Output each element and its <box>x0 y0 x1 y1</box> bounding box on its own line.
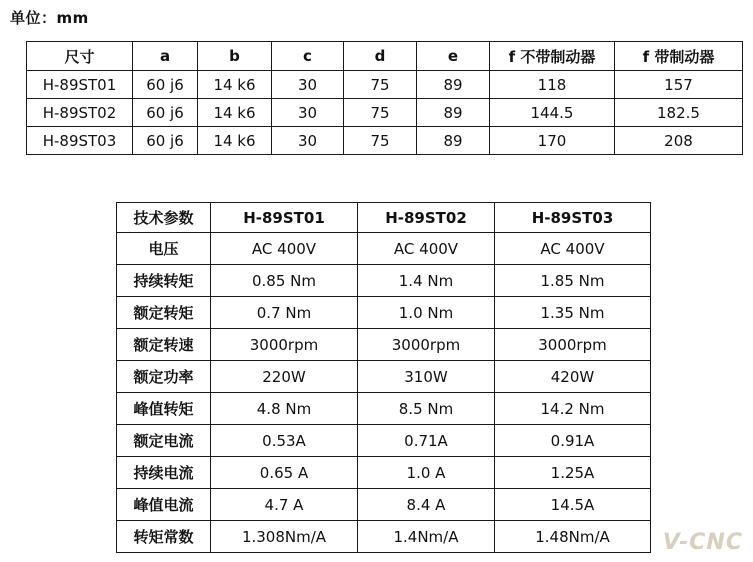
table-row <box>117 457 651 489</box>
table-cell: 75 <box>344 99 417 127</box>
table-cell: 1.4 Nm <box>358 265 495 297</box>
spec-header-cell: H-89ST02 <box>358 203 495 233</box>
table-row <box>117 297 651 329</box>
table-cell: 3000rpm <box>495 329 651 361</box>
table-cell: 157 <box>615 71 743 99</box>
table-row <box>27 71 743 99</box>
table-cell: 1.25A <box>495 457 651 489</box>
spec-header-cell: H-89ST03 <box>495 203 651 233</box>
dimensions-header-cell: e <box>417 42 490 71</box>
model-cell: H-89ST01 <box>27 71 133 99</box>
param-label: 电压 <box>117 233 211 265</box>
model-cell: H-89ST03 <box>27 127 133 155</box>
dimensions-header-row <box>27 42 743 71</box>
watermark-logo: V-CNC <box>662 530 743 555</box>
table-cell: 1.0 Nm <box>358 297 495 329</box>
spec-table <box>116 202 651 553</box>
table-cell: 182.5 <box>615 99 743 127</box>
param-label: 峰值电流 <box>117 489 211 521</box>
table-cell: 3000rpm <box>358 329 495 361</box>
table-cell: 0.7 Nm <box>211 297 358 329</box>
dimensions-header-cell: f 带制动器 <box>615 42 743 71</box>
table-cell: 4.8 Nm <box>211 393 358 425</box>
table-cell: 208 <box>615 127 743 155</box>
param-label: 额定转速 <box>117 329 211 361</box>
table-cell: 8.5 Nm <box>358 393 495 425</box>
table-row <box>117 393 651 425</box>
table-row <box>117 361 651 393</box>
table-cell: 1.308Nm/A <box>211 521 358 553</box>
table-cell: 310W <box>358 361 495 393</box>
dimensions-header-cell: b <box>198 42 272 71</box>
table-cell: 170 <box>490 127 615 155</box>
table-cell: 1.35 Nm <box>495 297 651 329</box>
table-cell: 14 k6 <box>198 127 272 155</box>
dimensions-table <box>26 41 743 155</box>
table-cell: 60 j6 <box>133 127 198 155</box>
table-cell: 30 <box>272 71 344 99</box>
table-row <box>27 127 743 155</box>
table-cell: 89 <box>417 99 490 127</box>
table-row <box>27 99 743 127</box>
table-cell: 4.7 A <box>211 489 358 521</box>
table-cell: 14.5A <box>495 489 651 521</box>
table-row <box>117 233 651 265</box>
param-label: 转矩常数 <box>117 521 211 553</box>
dimensions-header-cell: c <box>272 42 344 71</box>
table-cell: 30 <box>272 99 344 127</box>
table-cell: 3000rpm <box>211 329 358 361</box>
table-cell: 0.71A <box>358 425 495 457</box>
table-cell: 14 k6 <box>198 99 272 127</box>
table-cell: AC 400V <box>358 233 495 265</box>
unit-label: 单位：mm <box>10 9 89 27</box>
table-cell: 1.48Nm/A <box>495 521 651 553</box>
dimensions-header-cell: 尺寸 <box>27 42 133 71</box>
table-cell: 14 k6 <box>198 71 272 99</box>
table-cell: 0.53A <box>211 425 358 457</box>
table-row <box>117 521 651 553</box>
table-cell: 420W <box>495 361 651 393</box>
model-cell: H-89ST02 <box>27 99 133 127</box>
spec-header-row <box>117 203 651 233</box>
table-row <box>117 329 651 361</box>
table-row <box>117 265 651 297</box>
table-cell: 8.4 A <box>358 489 495 521</box>
dimensions-header-cell: a <box>133 42 198 71</box>
param-label: 持续转矩 <box>117 265 211 297</box>
table-cell: 14.2 Nm <box>495 393 651 425</box>
table-cell: 1.85 Nm <box>495 265 651 297</box>
table-cell: 89 <box>417 71 490 99</box>
table-cell: AC 400V <box>211 233 358 265</box>
table-cell: 60 j6 <box>133 99 198 127</box>
dimensions-header-cell: d <box>344 42 417 71</box>
table-cell: 75 <box>344 71 417 99</box>
table-cell: 0.65 A <box>211 457 358 489</box>
param-label: 额定转矩 <box>117 297 211 329</box>
dimensions-header-cell: f 不带制动器 <box>490 42 615 71</box>
param-label: 峰值转矩 <box>117 393 211 425</box>
table-cell: 89 <box>417 127 490 155</box>
table-cell: 118 <box>490 71 615 99</box>
table-cell: 75 <box>344 127 417 155</box>
table-cell: 60 j6 <box>133 71 198 99</box>
table-row <box>117 489 651 521</box>
table-row <box>117 425 651 457</box>
table-cell: 0.85 Nm <box>211 265 358 297</box>
table-cell: AC 400V <box>495 233 651 265</box>
table-cell: 1.0 A <box>358 457 495 489</box>
param-label: 额定电流 <box>117 425 211 457</box>
spec-header-cell: 技术参数 <box>117 203 211 233</box>
param-label: 额定功率 <box>117 361 211 393</box>
table-cell: 30 <box>272 127 344 155</box>
table-cell: 220W <box>211 361 358 393</box>
table-cell: 1.4Nm/A <box>358 521 495 553</box>
param-label: 持续电流 <box>117 457 211 489</box>
spec-header-cell: H-89ST01 <box>211 203 358 233</box>
table-cell: 144.5 <box>490 99 615 127</box>
table-cell: 0.91A <box>495 425 651 457</box>
